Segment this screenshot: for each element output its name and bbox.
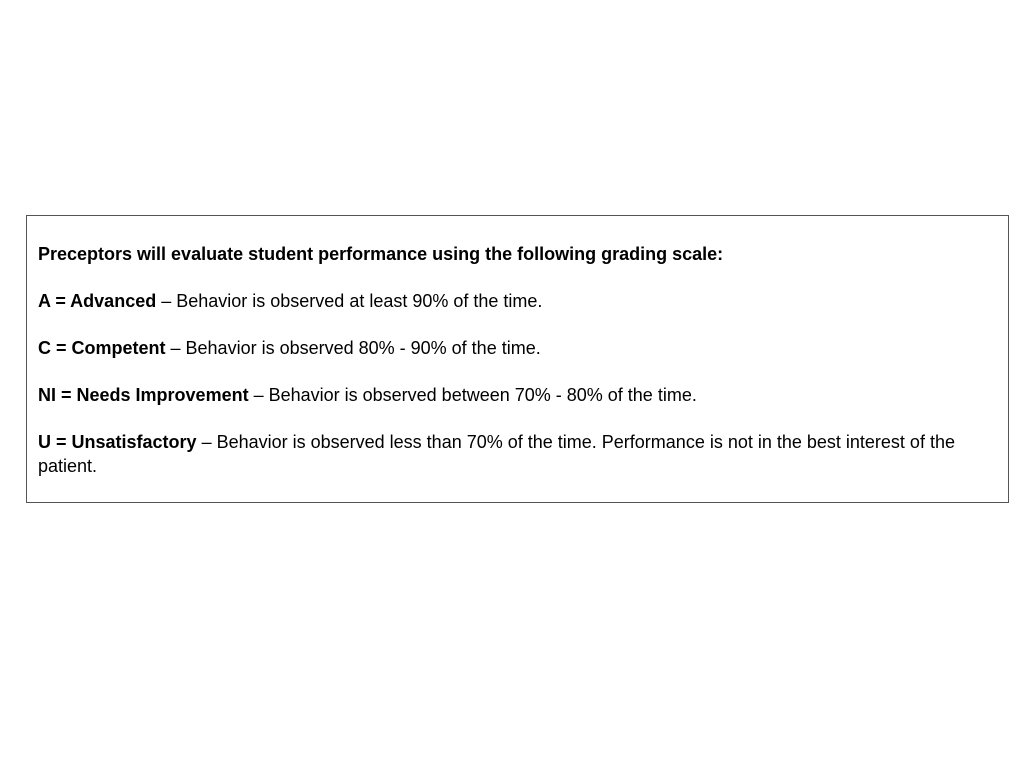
grade-term: A = Advanced (38, 291, 157, 311)
grade-description: – Behavior is observed at least 90% of the time. (156, 291, 543, 311)
grade-needs-improvement (38, 383, 997, 407)
grade-description: – Behavior is observed between 70% - 80% of the time. (248, 385, 697, 405)
grade-description: – Behavior is observed 80% - 90% of the time. (165, 338, 541, 358)
grade-unsatisfactory (38, 430, 997, 478)
grade-description: – Behavior is observed less than 70% of the time. Performance is not in the best interest of the patient. (38, 432, 955, 476)
grade-term: C = Competent (38, 338, 166, 358)
grade-advanced (38, 289, 997, 313)
grading-scale-box (26, 215, 1009, 503)
grading-scale-heading: Preceptors will evaluate student performance using the following grading scale: (38, 244, 724, 264)
grade-term: NI = Needs Improvement (38, 385, 249, 405)
grade-competent (38, 336, 997, 360)
grade-term: U = Unsatisfactory (38, 432, 197, 452)
